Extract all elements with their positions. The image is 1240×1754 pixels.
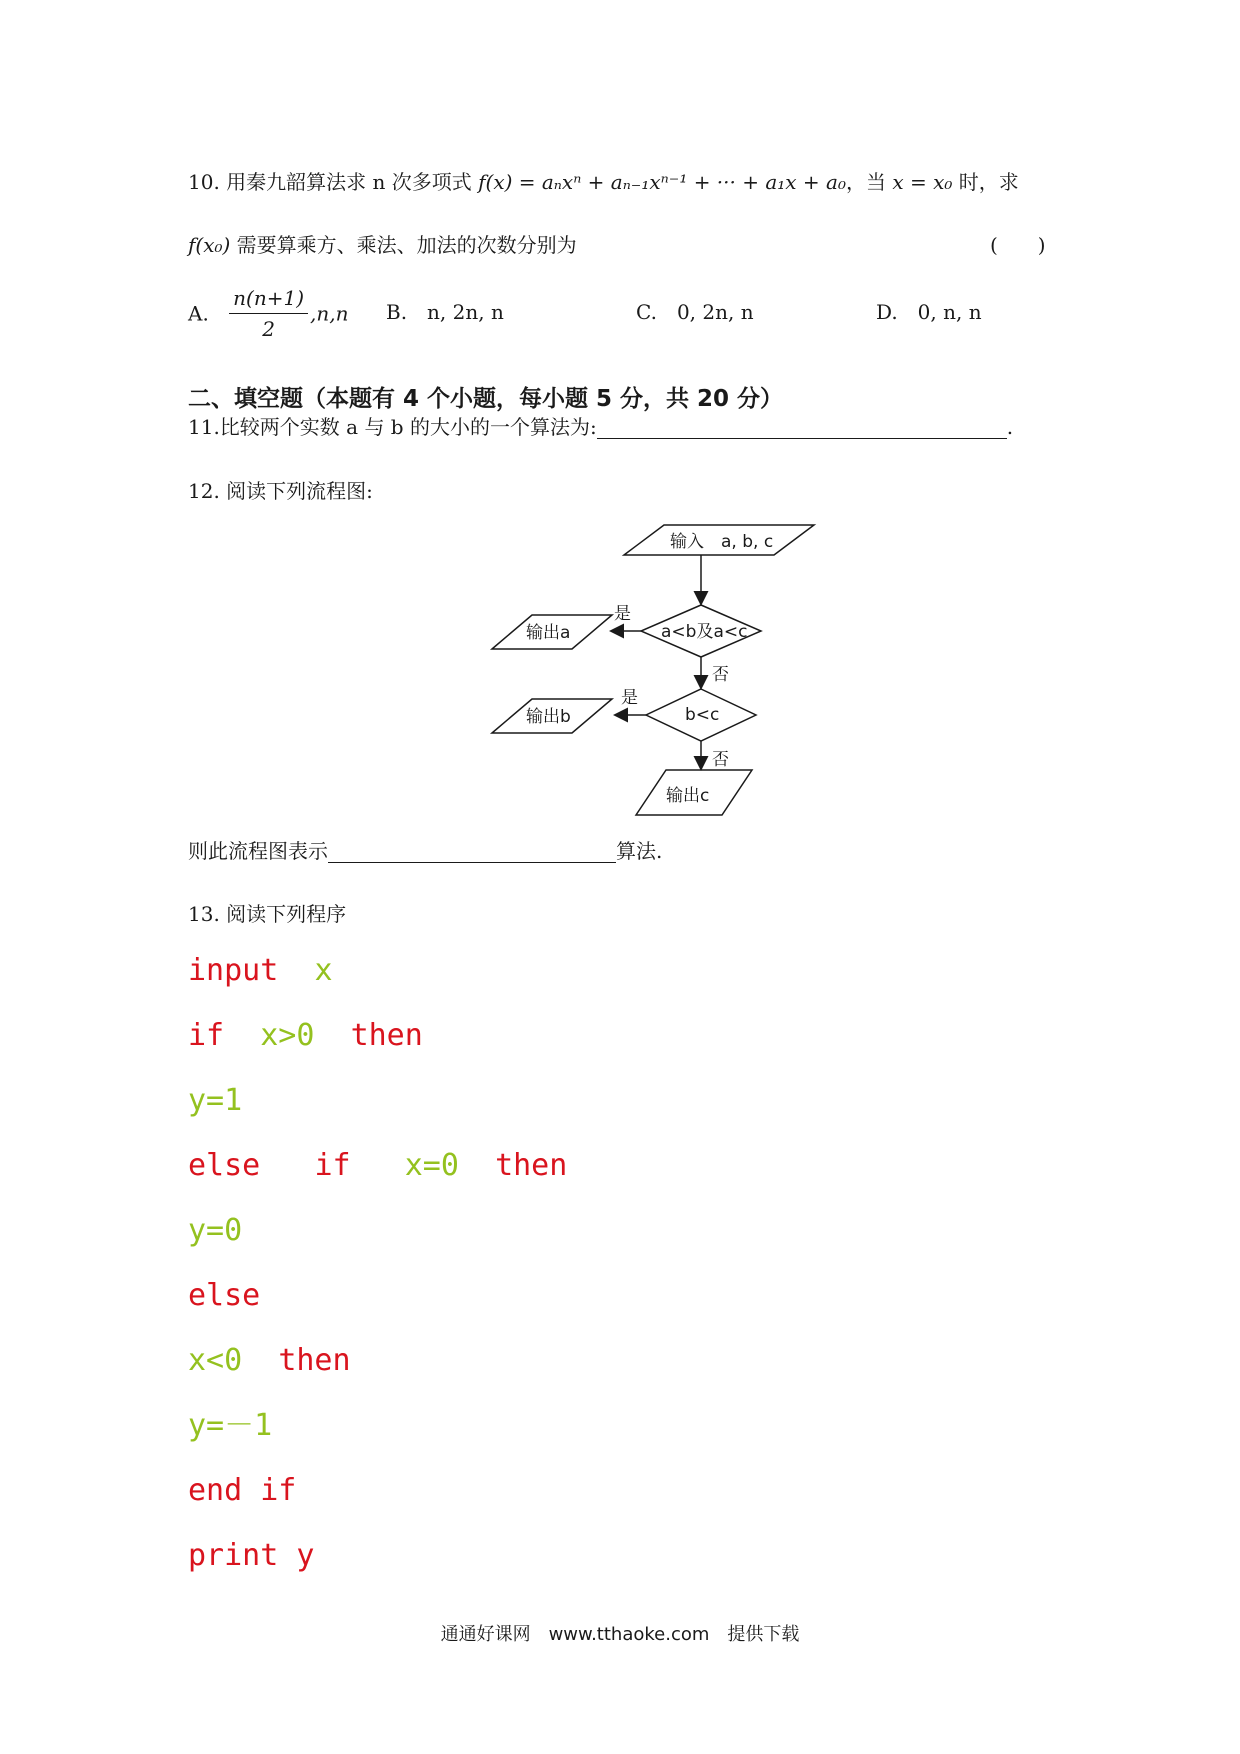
option-a-denominator: 2 — [262, 317, 275, 341]
condition-1-label: a<b及a<c — [661, 622, 748, 642]
code-keyword: else — [188, 1278, 261, 1313]
q12-blank — [328, 838, 616, 863]
q10-tail: 时，求 — [952, 170, 1019, 194]
code-variable: y=0 — [188, 1213, 243, 1248]
input-box-label: 输入 a, b, c — [670, 532, 774, 552]
q10-cond: x = x₀ — [892, 170, 953, 194]
option-a-numerator: n(n+1) — [229, 286, 308, 314]
q10-lead: 10. 用秦九韶算法求 n 次多项式 — [188, 170, 479, 194]
code-line-8 — [188, 1408, 272, 1444]
code-keyword: print y — [188, 1538, 315, 1573]
q12-after — [188, 838, 662, 863]
code-keyword: input — [188, 953, 279, 988]
code-keyword: else — [188, 1148, 261, 1183]
code-line-7 — [188, 1343, 351, 1379]
option-d: D. 0, n, n — [876, 300, 982, 324]
code-variable: y=1 — [188, 1083, 243, 1118]
q10-line2-text: 需要算乘方、乘法、加法的次数分别为 — [230, 233, 577, 257]
code-line-4 — [188, 1148, 567, 1184]
q10-fx0: f(x₀) — [188, 233, 231, 257]
code-line-3 — [188, 1083, 242, 1119]
code-variable: x>0 — [260, 1018, 315, 1053]
output-b-label: 输出b — [526, 707, 571, 727]
q10-line2 — [188, 233, 577, 257]
option-a-rest: ,n,n — [310, 301, 349, 326]
code-keyword: if — [314, 1148, 351, 1183]
code-keyword: end if — [188, 1473, 297, 1508]
q10-line1 — [188, 170, 1019, 194]
code-keyword: then — [350, 1018, 423, 1053]
code-line-6 — [188, 1278, 260, 1314]
option-a-label: A. — [188, 301, 209, 326]
code-keyword: then — [495, 1148, 568, 1183]
code-variable: x=0 — [404, 1148, 459, 1183]
q12-intro: 12. 阅读下列流程图: — [188, 479, 373, 503]
option-b: B. n, 2n, n — [386, 300, 504, 324]
answer-paren: ( ) — [990, 233, 1046, 257]
code-line-2 — [188, 1018, 423, 1054]
code-line-5 — [188, 1213, 242, 1249]
yes-label-2: 是 — [621, 688, 638, 708]
option-a-fraction — [229, 286, 308, 341]
q11-text: 11.比较两个实数 a 与 b 的大小的一个算法为: — [188, 415, 597, 439]
code-keyword: if — [188, 1018, 225, 1053]
yes-label-1: 是 — [614, 604, 631, 624]
code-keyword: then — [278, 1343, 351, 1378]
condition-2-label: b<c — [685, 705, 720, 725]
q10-mid: ，当 — [846, 170, 893, 194]
code-variable: x — [314, 953, 333, 988]
flowchart — [480, 515, 820, 825]
output-c-label: 输出c — [666, 786, 710, 806]
output-a-label: 输出a — [526, 623, 571, 643]
section-title: 二、填空题（本题有 4 个小题，每小题 5 分，共 20 分） — [188, 386, 784, 412]
q11-end: . — [1006, 415, 1014, 439]
q11 — [188, 414, 1013, 439]
page-footer: 通通好课网 www.tthaoke.com 提供下载 — [440, 1624, 800, 1645]
q13-intro: 13. 阅读下列程序 — [188, 902, 347, 926]
q10-formula: f(x) = aₙxⁿ + aₙ₋₁xⁿ⁻¹ + ··· + a₁x + a₀ — [478, 170, 846, 194]
option-c: C. 0, 2n, n — [636, 300, 754, 324]
code-variable: x<0 — [188, 1343, 243, 1378]
q11-blank — [597, 414, 1007, 439]
code-variable: y=－1 — [188, 1408, 273, 1443]
no-label-1: 否 — [712, 665, 729, 685]
option-a — [188, 286, 349, 341]
code-line-10 — [188, 1538, 314, 1574]
code-line-1 — [188, 953, 333, 989]
q12-after-lead: 则此流程图表示 — [188, 839, 328, 863]
q12-after-tail: 算法. — [616, 839, 663, 863]
code-line-9 — [188, 1473, 296, 1509]
no-label-2: 否 — [712, 750, 729, 770]
